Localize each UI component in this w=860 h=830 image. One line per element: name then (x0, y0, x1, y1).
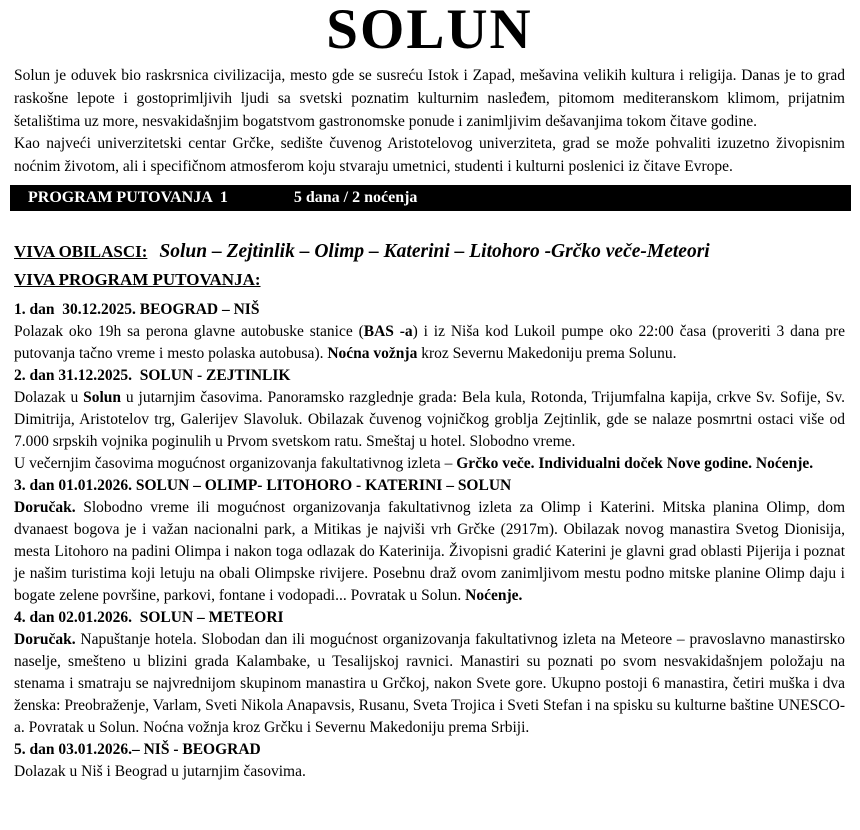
text-run: Dolazak u (14, 388, 84, 406)
intro-section (14, 65, 845, 179)
day-paragraph (14, 761, 845, 783)
program-bar-title: PROGRAM PUTOVANJA 1 (28, 188, 228, 206)
intro-paragraph (14, 65, 845, 133)
bold-text-run: Noćenje. (465, 586, 523, 604)
day-heading: 3. dan 01.01.2026. SOLUN – OLIMP- LITOHORO - KATERINI – SOLUN (14, 476, 512, 494)
bold-text-run: Noćna vožnja (327, 344, 418, 362)
day-paragraph (14, 629, 845, 739)
bold-text-run: Doručak. (14, 630, 76, 648)
text-run: u jutarnjim časovima. Panoramsko razglednje grada: Bela kula, Rotonda, Trijumfalna kapija, crkve Sv. Sofije, Sv. Dimitrija, Aristotelov trg, Galerijev Slavoluk. Obilazak čuvenog vojničkog groblja Zejtinlik, gde se nalaze posmrtni ostaci više od 7.000 srpskih vojnika poginulih u Prvom svetskom ratu. Smeštaj u hotel. Slobodno vreme. (14, 388, 845, 450)
program-bar-duration: 5 dana / 2 noćenja (293, 188, 418, 206)
day-paragraph (14, 453, 845, 475)
day-heading: 5. dan 03.01.2026.– NIŠ - BEOGRAD (14, 740, 261, 758)
day-paragraph (14, 497, 845, 607)
days-list (14, 299, 845, 783)
day-heading: 2. dan 31.12.2025. SOLUN - ZEJTINLIK (14, 366, 291, 384)
viva-obilasci-line (14, 241, 845, 263)
program-header-bar (10, 185, 851, 211)
document-title: SOLUN (326, 0, 533, 61)
text-run: Napuštanje hotela. Slobodan dan ili mogućnost organizovanja fakultativnog izleta na Meteore – pravoslavno manastirsko naselje, smešteno u blizini grada Kalambake, u Tesalijskoj ravnici. Manastiri su poznati po svom nesvakidašnjem položaju na stenama i smatraju se najvrednijom skupinom manastira u Grčkoj, nakon Svete gore. Ukupno postoji 6 manastira, četiri muška i dva ženska: Preobraženje, Varlam, Sveti Nikola Anapavsis, Rusanu, Sveta Trojica i Sveti Stefan i na spisku su kulturne baštine UNESCO-a. Povratak u Solun. Noćna vožnja kroz Grčku i Severnu Makedoniju prema Srbiji. (14, 630, 845, 736)
bold-text-run: BAS -a (363, 322, 413, 340)
text-run: kroz Severnu Makedoniju prema Solunu. (417, 344, 677, 362)
text-run: Polazak oko 19h sa perona glavne autobuske stanice ( (14, 322, 364, 340)
day-section (14, 299, 845, 365)
bold-text-run: Doručak. (14, 498, 76, 516)
day-heading: 1. dan 30.12.2025. BEOGRAD – NIŠ (14, 300, 260, 318)
day-section (14, 365, 845, 475)
text-run: ) i iz Niša kod Lukoil pumpe oko 22:00 časa (proveriti 3 dana pre putovanja tačno vreme i mesto polaska autobusa). (14, 322, 845, 362)
viva-program-label: VIVA PROGRAM PUTOVANJA: (14, 269, 261, 289)
text-run: Kao najveći univerzitetski centar Grčke, sedište čuvenog Aristotelovog univerziteta, grad se može pohvaliti izuzetno živopisnim noćnim životom, ali i specifičnom atmosferom koju stvaraju umetnici, studenti i kulturni poslenici iz čitave Evrope. (14, 135, 845, 176)
bold-text-run: Solun (83, 388, 122, 406)
text-run: Dolazak u Niš i Beograd u jutarnjim časovima. (14, 762, 306, 780)
day-heading: 4. dan 02.01.2026. SOLUN – METEORI (14, 608, 284, 626)
day-section (14, 607, 845, 739)
viva-route: Solun – Zejtinlik – Olimp – Katerini – Litohoro -Grčko veče-Meteori (159, 240, 710, 262)
day-paragraph (14, 387, 845, 453)
bold-text-run: Grčko veče. Individualni doček Nove godine. Noćenje. (456, 454, 814, 472)
text-run: U večernjim časovima mogućnost organizovanja fakultativnog izleta – (14, 454, 457, 472)
day-paragraph (14, 321, 845, 365)
text-run: Solun je oduvek bio raskrsnica civilizacija, mesto gde se susreću Istok i Zapad, mešavina velikih kultura i religija. Danas je to grad raskošne lepote i gostoprimljivih ljudi sa svetski poznatim kulturnim nasleđem, pitomom mediteranskom klimom, prijatnim šetalištima uz more, nesvakidašnjim bogatstvom gastronomske ponude i zanimljivim dešavanjima tokom čitave godine. (14, 67, 845, 130)
text-run: Slobodno vreme ili mogućnost organizovanja fakultativnog izleta za Olimp i Katerini. Mitska planina Olimp, dom dvanaest bogova je i važan nacionalni park, a Mitikas je najviši vrh Grčke (2917m). Obilazak novog manastira Svetog Dionisija, mesta Litohoro na padini Olimpa i nakon toga odlazak do Katerinija. Živopisni gradić Katerini je glavni grad oblasti Pijerija i poznat je našim turistima koji letuju na obali Olimpske rivijere. Posebnu draž ovom zanimljivom mestu podno mitske planine Olimp daju i bogate zelene površine, parkovi, fontane i vodopadi... Povratak u Solun. (14, 498, 845, 604)
day-section (14, 739, 845, 783)
viva-obilasci-label: VIVA OBILASCI: (14, 241, 148, 261)
intro-paragraph (14, 133, 845, 179)
day-section (14, 475, 845, 607)
